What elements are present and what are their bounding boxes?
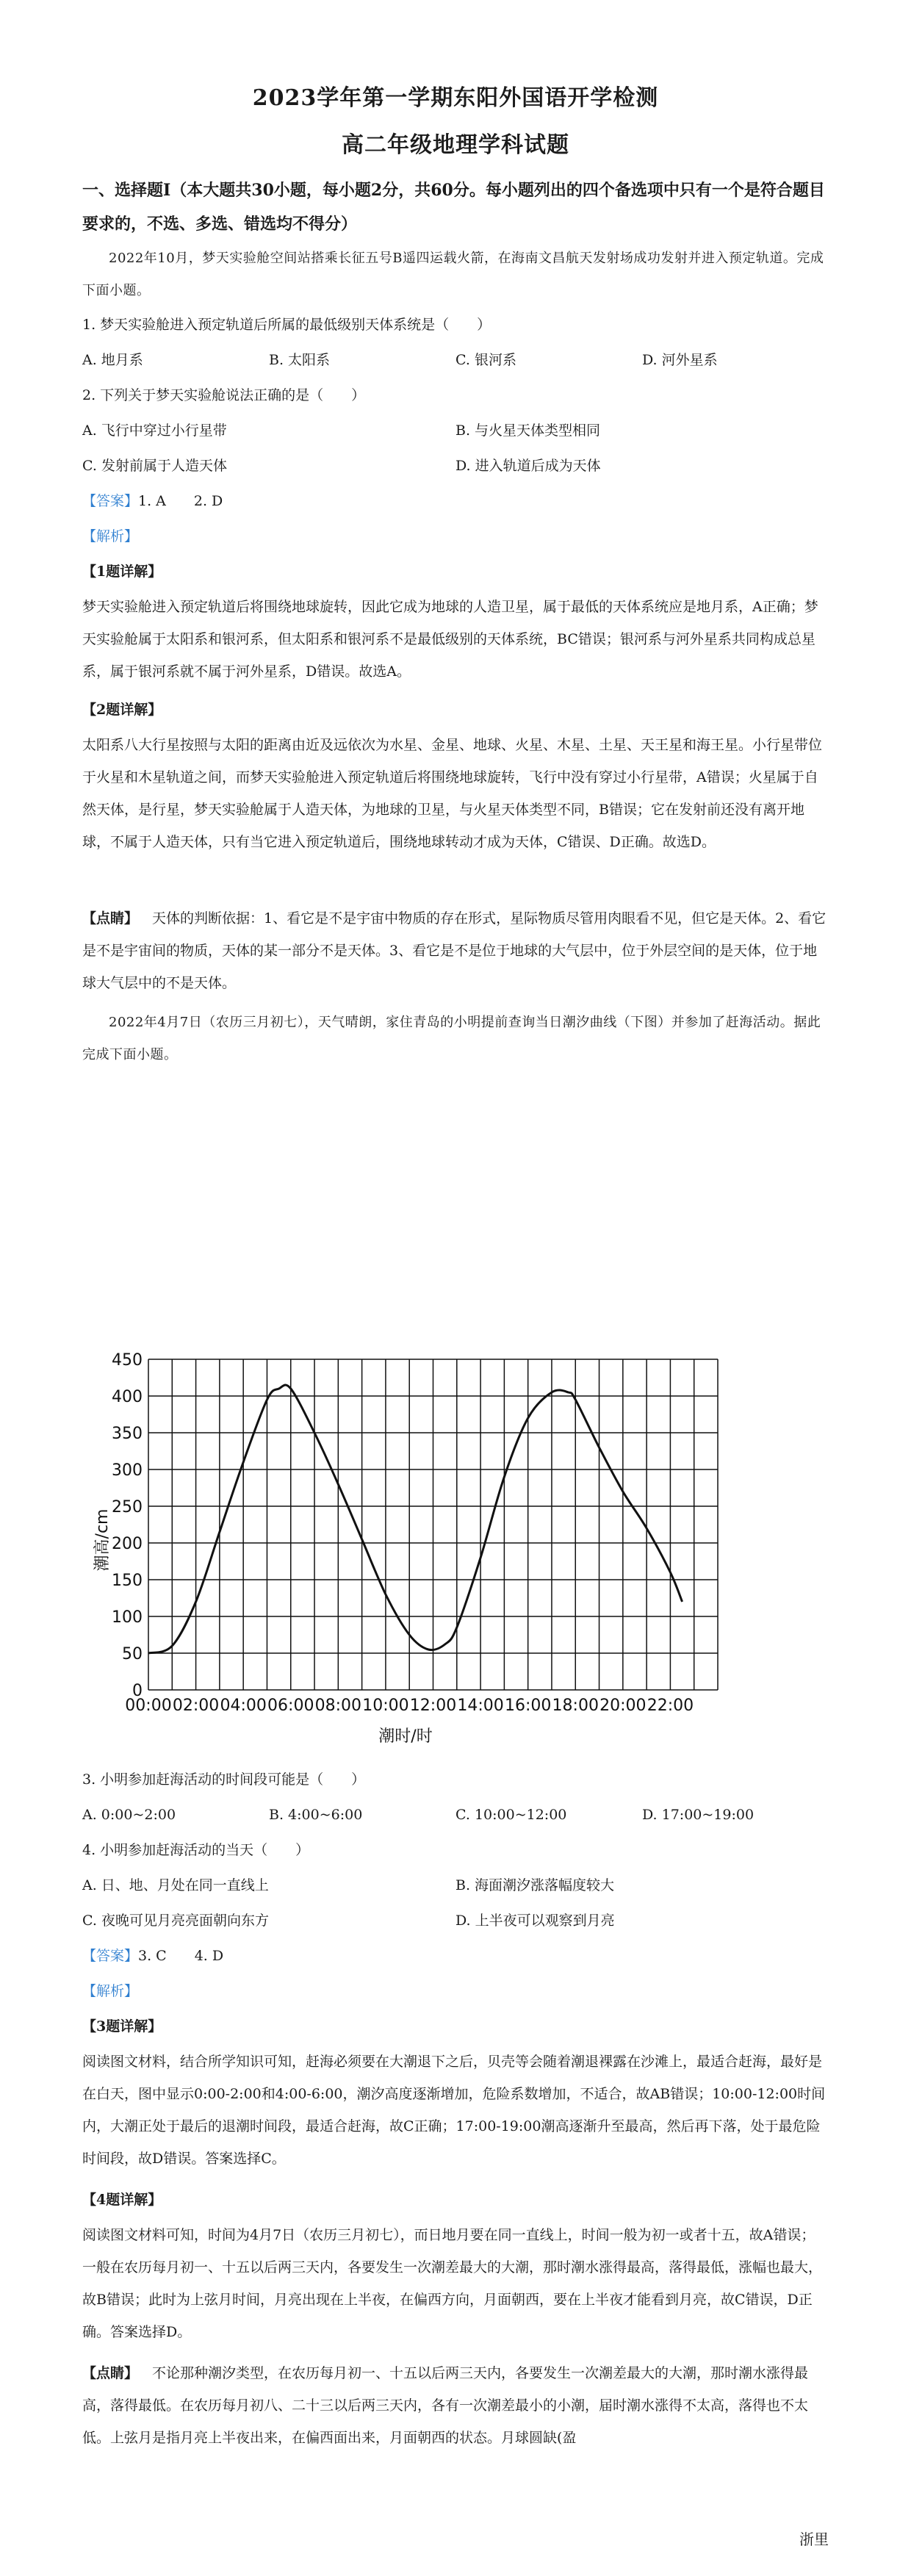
answer-label: 【答案】	[82, 493, 139, 509]
detail-1-heading	[82, 555, 829, 588]
answer-text-2: 3. C 4. D	[138, 1948, 224, 1964]
x-tick-labels	[125, 1697, 694, 1715]
answer-1-2	[82, 485, 829, 517]
detail-4-heading	[82, 2184, 829, 2216]
detail-4-label: 【4题详解】	[82, 2192, 162, 2208]
q4-option-d[interactable]: D. 上半夜可以观察到月亮	[455, 1913, 615, 1929]
y-tick-label: 350	[112, 1425, 143, 1443]
q4-option-b[interactable]: B. 海面潮汐涨落幅度较大	[455, 1877, 615, 1893]
detail-2-label: 【2题详解】	[82, 702, 162, 718]
tip-2-label: 【点睛】	[82, 2365, 139, 2381]
tip-1-text: 天体的判断依据：1、看它是不是宇宙中物质的存在形式，星际物质尽管用肉眼看不见，但它是天体。2、看它是不是宇宙间的物质，天体的某一部分不是天体。3、看它是不是位于地球的大气层中，位于外层空间的是天体，位于地球大气层中的不是天体。	[82, 910, 827, 991]
q1-option-a[interactable]: A. 地月系	[82, 352, 143, 368]
q2-option-d[interactable]: D. 进入轨道后成为天体	[455, 458, 601, 474]
q3-stem	[82, 1763, 829, 1796]
q4-options-row2	[82, 1904, 829, 1937]
q2-option-a[interactable]: A. 飞行中穿过小行星带	[82, 422, 227, 439]
x-tick-label: 06:00	[267, 1697, 314, 1715]
answer-label-2: 【答案】	[82, 1948, 139, 1964]
analysis-heading-2	[82, 1975, 829, 2007]
q2-options-row2	[82, 450, 829, 482]
exam-title: 2023学年第一学期东阳外国语开学检测	[252, 85, 659, 111]
detail-3-heading	[82, 2010, 829, 2043]
q2-options-row1	[82, 414, 829, 447]
answer-3-4	[82, 1940, 829, 1972]
y-tick-label: 100	[112, 1608, 143, 1627]
y-axis-label: 潮高/cm	[93, 1508, 112, 1572]
q1-option-d[interactable]: D. 河外星系	[642, 352, 718, 368]
detail-3-label: 【3题详解】	[82, 2018, 162, 2034]
q2-option-b[interactable]: B. 与火星天体类型相同	[455, 422, 601, 439]
y-tick-label: 400	[112, 1388, 143, 1406]
x-tick-label: 18:00	[552, 1697, 599, 1715]
x-tick-label: 20:00	[599, 1697, 647, 1715]
x-tick-label: 10:00	[362, 1697, 409, 1715]
detail-2-text: 太阳系八大行星按照与太阳的距离由近及远依次为水星、金星、地球、火星、木星、土星、天王星和海王星。小行星带位于火星和木星轨道之间，而梦天实验舱进入预定轨道后将围绕地球旋转，飞行中没有穿过小行星带，A错误；火星属于自然天体，是行星，梦天实验舱属于人造天体，为地球的卫星，与火星天体类型不同，B错误；它在发射前还没有离开地球，不属于人造天体，只有当它进入预定轨道后，围绕地球转动才成为天体，C错误、D正确。故选D。	[82, 737, 823, 850]
q4-stem-text: 4. 小明参加赶海活动的当天（ ）	[82, 1842, 310, 1858]
y-tick-label: 0	[132, 1682, 143, 1700]
exam-subtitle: 高二年级地理学科试题	[342, 132, 569, 158]
group1-intro: 2022年10月，梦天实验舱空间站搭乘长征五号B遥四运载火箭，在海南文昌航天发射场成功发射并进入预定轨道。完成下面小题。	[82, 251, 824, 298]
tide-curve-line	[148, 1385, 683, 1653]
analysis-label: 【解析】	[82, 528, 139, 544]
q4-stem	[82, 1834, 829, 1866]
answer-text: 1. A 2. D	[138, 493, 223, 509]
tip-2-text: 不论那种潮汐类型，在农历每月初一、十五以后两三天内，各要发生一次潮差最大的大潮，那时潮水涨得最高，落得最低。在农历每月初八、二十三以后两三天内，各有一次潮差最小的小潮，届时潮水涨得不太高，落得也不太低。上弦月是指月亮上半夜出来，在偏西面出来，月面朝西的状态。月球圆缺(盈	[82, 2365, 809, 2446]
tip-1-label: 【点睛】	[82, 910, 139, 927]
q3-stem-text: 3. 小明参加赶海活动的时间段可能是（ ）	[82, 1771, 366, 1788]
y-tick-label: 300	[112, 1461, 143, 1480]
x-tick-label: 02:00	[172, 1697, 220, 1715]
q4-option-a[interactable]: A. 日、地、月处在同一直线上	[82, 1877, 269, 1893]
tide-chart	[82, 1350, 743, 1747]
section-heading: 一、选择题Ⅰ（本大题共30小题，每小题2分，共60分。每小题列出的四个备选项中只有一个是符合题目要求的，不选、多选、错选均不得分）	[82, 181, 825, 234]
q1-option-b[interactable]: B. 太阳系	[269, 352, 331, 368]
x-tick-label: 14:00	[457, 1697, 504, 1715]
q2-stem	[82, 379, 829, 411]
chart-grid	[148, 1359, 718, 1690]
q1-option-c[interactable]: C. 银河系	[455, 352, 516, 368]
q1-stem	[82, 309, 829, 341]
x-tick-label: 22:00	[647, 1697, 694, 1715]
q3-option-a[interactable]: A. 0:00~2:00	[82, 1807, 176, 1823]
x-tick-label: 08:00	[314, 1697, 362, 1715]
x-tick-label: 00:00	[125, 1697, 172, 1715]
analysis-label-2: 【解析】	[82, 1983, 139, 1999]
q1-stem-text: 1. 梦天实验舱进入预定轨道后所属的最低级别天体系统是（ ）	[82, 317, 491, 333]
q1-options	[82, 344, 829, 376]
analysis-heading	[82, 520, 829, 553]
q2-option-c[interactable]: C. 发射前属于人造天体	[82, 458, 227, 474]
y-tick-label: 200	[112, 1535, 143, 1553]
q2-stem-text: 2. 下列关于梦天实验舱说法正确的是（ ）	[82, 387, 366, 403]
q4-option-c[interactable]: C. 夜晚可见月亮亮面朝向东方	[82, 1913, 269, 1929]
y-tick-label: 50	[122, 1645, 143, 1663]
y-tick-label: 250	[112, 1498, 143, 1517]
detail-2-heading	[82, 694, 829, 726]
x-tick-label: 12:00	[409, 1697, 457, 1715]
q3-options	[82, 1799, 829, 1831]
group2-intro: 2022年4月7日（农历三月初七），天气晴朗，家住青岛的小明提前查询当日潮汐曲线（下图）并参加了赶海活动。据此完成下面小题。	[82, 1015, 821, 1062]
detail-1-label: 【1题详解】	[82, 564, 162, 580]
page-footer: 浙里	[799, 2530, 829, 2548]
x-axis-label: 潮时/时	[378, 1727, 433, 1746]
x-tick-label: 16:00	[504, 1697, 552, 1715]
y-tick-labels	[112, 1351, 143, 1700]
detail-1-text: 梦天实验舱进入预定轨道后将围绕地球旋转，因此它成为地球的人造卫星，属于最低的天体系统应是地月系，A正确；梦天实验舱属于太阳系和银河系，但太阳系和银河系不是最低级别的天体系统，BC错误；银河系与河外星系共同构成总星系，属于银河系就不属于河外星系，D错误。故选A。	[82, 599, 818, 680]
y-tick-label: 150	[112, 1572, 143, 1590]
q3-option-b[interactable]: B. 4:00~6:00	[269, 1807, 363, 1823]
x-tick-label: 04:00	[220, 1697, 267, 1715]
q3-option-c[interactable]: C. 10:00~12:00	[455, 1807, 567, 1823]
q3-option-d[interactable]: D. 17:00~19:00	[642, 1807, 755, 1823]
detail-3-text: 阅读图文材料，结合所学知识可知，赶海必须要在大潮退下之后，贝壳等会随着潮退裸露在沙滩上，最适合赶海，最好是在白天，图中显示0:00-2:00和4:00-6:00，潮汐高度逐渐增加，危险系数增加，不适合，故AB错误；10:00-12:00时间内，大潮正处于最后的退潮时间段，最适合赶海，故C正确；17:00-19:00潮高逐渐升至最高，然后再下落，处于最危险时间段，故D错误。答案选择C。	[82, 2054, 826, 2167]
q4-options-row1	[82, 1869, 829, 1902]
detail-4-text: 阅读图文材料可知，时间为4月7日（农历三月初七），而日地月要在同一直线上，时间一般为初一或者十五，故A错误；一般在农历每月初一、十五以后两三天内，各要发生一次潮差最大的大潮，那时潮水涨得最高，落得最低，涨幅也最大，故B错误；此时为上弦月时间，月亮出现在上半夜，在偏西方向，月面朝西，要在上半夜才能看到月亮，故C错误，D正确。答案选择D。	[82, 2227, 823, 2340]
y-tick-label: 450	[112, 1351, 143, 1370]
